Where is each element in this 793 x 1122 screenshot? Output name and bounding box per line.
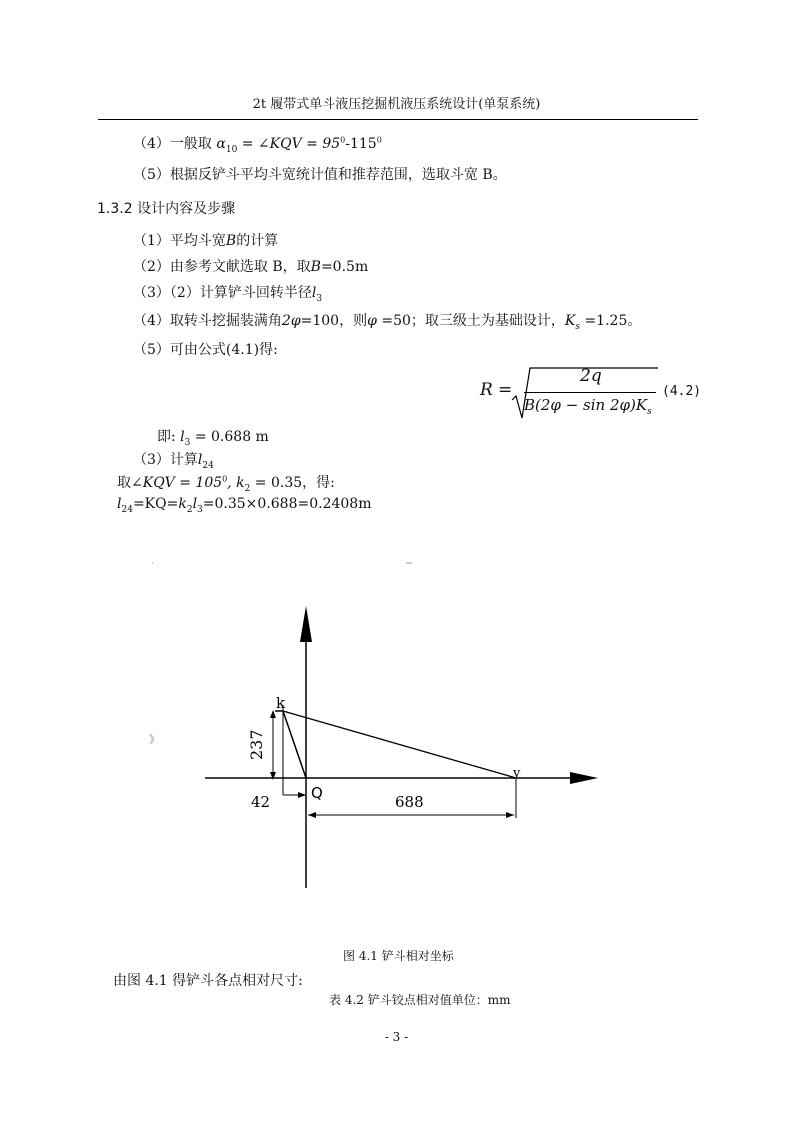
step-1-pre: （1）平均斗宽 xyxy=(133,233,226,249)
step-4-f: =1.25。 xyxy=(580,313,642,329)
table-caption: 表 4.2 铲斗铰点相对值单位：mm xyxy=(329,993,511,1007)
ji-unit: m xyxy=(251,429,269,445)
figure-caption: 图 4.1 铲斗相对坐标 xyxy=(343,949,454,963)
dim-688-arrow-left xyxy=(308,812,316,818)
formula-den-text: B(2φ − sin 2φ)K xyxy=(524,396,648,414)
take-k-sub: 2 xyxy=(244,483,251,494)
line-k-v xyxy=(283,711,516,778)
ji-val: = 0.688 xyxy=(190,429,252,445)
section-title: 1.3.2 设计内容及步骤 xyxy=(97,201,236,217)
step-2 xyxy=(133,256,368,276)
result-l3 xyxy=(157,426,269,448)
res-l: l xyxy=(192,496,198,512)
step-3-var: l xyxy=(311,285,317,301)
degree-2: 0 xyxy=(376,135,382,145)
dim-237-arrow-bottom xyxy=(270,772,276,780)
stray-bracket: 》 xyxy=(149,733,160,746)
angle-range: -115 xyxy=(345,136,377,152)
ji-var: l xyxy=(180,429,185,445)
result-l24 xyxy=(117,496,372,515)
angle-expr: = ∠KQV = 95 xyxy=(237,136,341,152)
take-post: ，得: xyxy=(302,475,335,491)
step-2-post: =0.5m xyxy=(320,259,369,275)
step-4-phi: φ xyxy=(367,313,377,329)
step-3 xyxy=(133,282,322,304)
item-4 xyxy=(133,133,382,155)
c3-var: l xyxy=(197,452,203,468)
dim-42-label: 42 xyxy=(251,793,271,811)
step-4-2phi: 2φ xyxy=(281,313,301,329)
take-deg: 0 xyxy=(222,474,228,484)
after-figure-line: 由图 4.1 得铲斗各点相对尺寸: xyxy=(113,973,303,989)
line-k-q xyxy=(283,711,306,778)
step-4-k: K xyxy=(564,313,576,329)
alpha-symbol: α xyxy=(216,136,226,152)
page-header: 2t 履带式单斗液压挖掘机液压系统设计(单泵系统) xyxy=(252,97,541,112)
formula-denominator xyxy=(524,396,652,417)
page-number: - 3 - xyxy=(384,1030,409,1044)
step-1 xyxy=(133,230,278,250)
res-val: =0.35×0.688=0.2408m xyxy=(202,496,372,512)
step-4-b: =100，则 xyxy=(300,313,368,329)
c3-sub: 24 xyxy=(202,460,214,471)
c3-pre: （3）计算 xyxy=(133,452,198,468)
step-3-pre: （3）（2）计算铲斗回转半径 xyxy=(133,285,312,301)
res-var: l xyxy=(117,496,122,512)
take-pre: 取 xyxy=(117,475,131,491)
step-2-pre: （2）由参考文献选取 B，取 xyxy=(133,259,311,275)
take-expr: ∠KQV = 105 xyxy=(131,475,223,491)
formula-tag: (4.2) xyxy=(662,384,702,399)
take-k: , k xyxy=(227,475,245,491)
y-axis-arrow xyxy=(300,606,312,642)
label-q: Q xyxy=(311,784,323,802)
formula-numerator: 2q xyxy=(580,366,602,386)
step-4-d: =50；取三级土为基础设计， xyxy=(376,313,565,329)
ji-pre: 即: xyxy=(157,429,176,445)
fraction-bar xyxy=(524,392,656,393)
x-axis-arrow xyxy=(570,772,598,784)
formula-4-2 xyxy=(480,364,710,424)
res-k: k xyxy=(178,496,187,512)
res-k-sub: 2 xyxy=(186,504,193,515)
step-3-sub: 3 xyxy=(316,293,323,304)
formula-lhs: R xyxy=(480,380,493,400)
item-4-text: （4）一般取 xyxy=(133,136,212,152)
step-4 xyxy=(133,310,641,332)
res-mid: =KQ= xyxy=(132,496,179,512)
label-k: k xyxy=(276,694,286,712)
take-kval: = 0.35 xyxy=(250,475,303,491)
step-1-var: B xyxy=(225,233,237,249)
dim-42-arrow xyxy=(298,792,306,798)
bucket-coordinate-figure xyxy=(0,540,793,900)
formula-eq: = xyxy=(498,380,513,400)
alpha-subscript: 10 xyxy=(225,144,238,155)
formula-den-sub: s xyxy=(647,407,652,417)
dim-688-label: 688 xyxy=(395,793,424,811)
res-sub: 24 xyxy=(121,504,133,515)
dim-237-label: 237 xyxy=(247,729,266,760)
take-angle xyxy=(117,472,335,494)
step-1-post: 的计算 xyxy=(236,233,279,249)
header-rule xyxy=(98,119,698,120)
ji-sub: 3 xyxy=(184,437,191,448)
item-5: （5）根据反铲斗平均斗宽统计值和推荐范围，选取斗宽 B。 xyxy=(133,167,507,183)
calc-l24 xyxy=(133,449,214,471)
label-v: v xyxy=(513,766,521,781)
step-4-pre: （4）取转斗挖掘装满角 xyxy=(133,313,282,329)
step-4-k-sub: s xyxy=(575,321,580,332)
dim-688-arrow-right xyxy=(506,812,514,818)
degree-1: 0 xyxy=(340,135,346,145)
step-5: （5）可由公式(4.1)得: xyxy=(133,342,278,358)
res-l-sub: 3 xyxy=(197,504,203,515)
step-2-var: B xyxy=(310,259,321,275)
